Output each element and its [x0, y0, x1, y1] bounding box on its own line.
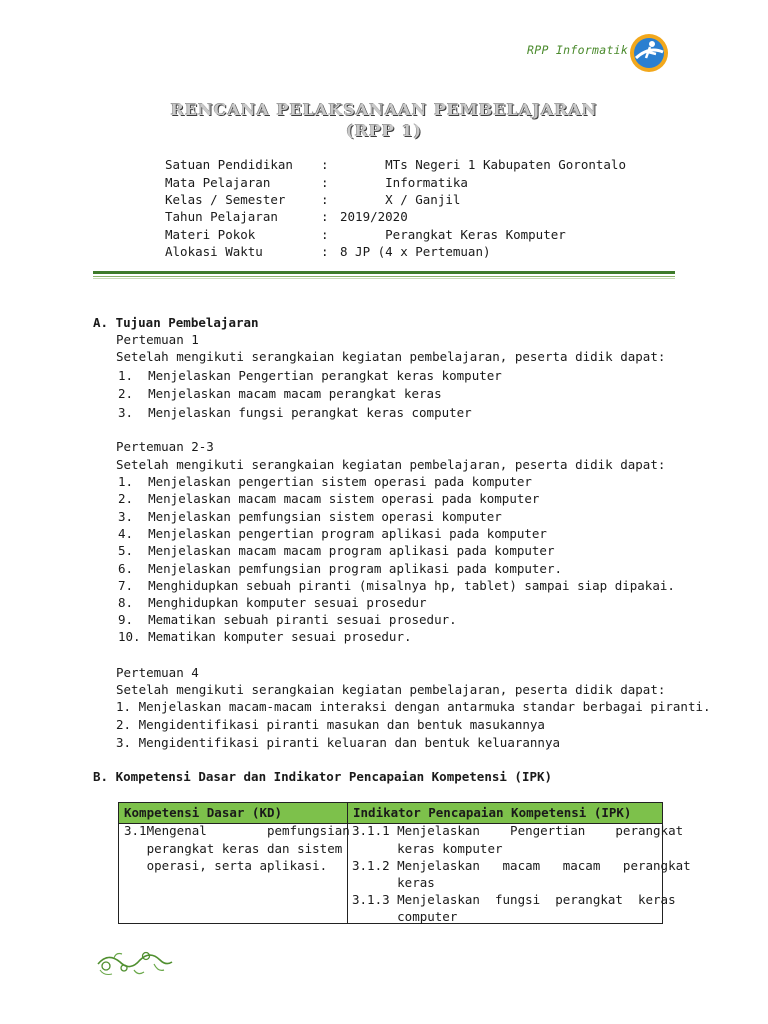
list-item: 1. Menjelaskan Pengertian perangkat keras komputer	[118, 368, 502, 383]
table-header-ipk: Indikator Pencapaian Kompetensi (IPK)	[353, 805, 632, 820]
list-item: 1. Menjelaskan pengertian sistem operasi pada komputer	[118, 474, 532, 489]
list-item: 10. Mematikan komputer sesuai prosedur.	[118, 629, 412, 644]
meeting-title: Pertemuan 1	[116, 332, 199, 347]
list-item: 6. Menjelaskan pemfungsian program aplikasi pada komputer.	[118, 561, 563, 576]
info-label: Tahun Pelajaran	[165, 209, 278, 224]
kd-cell-line: operasi, serta aplikasi.	[124, 858, 328, 873]
document-title: RENCANA PELAKSANAAN PEMBELAJARAN	[170, 100, 598, 119]
document-subtitle: (RPP 1)	[345, 121, 423, 140]
info-value: X / Ganjil	[340, 192, 461, 207]
competency-table	[118, 802, 691, 924]
ipk-cell-line: 3.1.1 Menjelaskan Pengertian perangkat	[352, 823, 684, 838]
info-colon: :	[321, 244, 329, 259]
info-colon: :	[321, 192, 329, 207]
info-value: Informatika	[340, 175, 468, 190]
list-item: 7. Menghidupkan sebuah piranti (misalnya hp, tablet) sampai siap dipakai.	[118, 578, 675, 593]
list-item: 2. Menjelaskan macam macam sistem operasi pada komputer	[118, 491, 540, 506]
list-item: 4. Menjelaskan pengertian program aplikasi pada komputer	[118, 526, 547, 541]
kd-cell-line: perangkat keras dan sistem	[124, 841, 343, 856]
meeting-intro: Setelah mengikuti serangkaian kegiatan pembelajaran, peserta didik dapat:	[116, 349, 666, 364]
school-logo-icon	[628, 32, 670, 74]
divider-rule	[93, 276, 675, 277]
divider-rule	[93, 271, 675, 274]
table-column-divider	[347, 803, 348, 923]
list-item: 2. Menjelaskan macam macam perangkat keras	[118, 386, 442, 401]
info-label: Mata Pelajaran	[165, 175, 271, 190]
list-item: 8. Menghidupkan komputer sesuai prosedur	[118, 595, 427, 610]
meeting-title: Pertemuan 4	[116, 665, 199, 680]
info-value: MTs Negeri 1 Kabupaten Gorontalo	[340, 157, 626, 172]
divider-rule	[93, 278, 675, 279]
list-item: 3. Mengidentifikasi piranti keluaran dan bentuk keluarannya	[116, 735, 561, 750]
info-label: Materi Pokok	[165, 227, 256, 242]
info-colon: :	[321, 209, 329, 224]
kd-cell-line: 3.1Mengenal pemfungsian	[124, 823, 350, 838]
section-a-heading: A. Tujuan Pembelajaran	[93, 315, 259, 330]
ipk-cell-line: computer	[352, 909, 458, 924]
meeting-intro: Setelah mengikuti serangkaian kegiatan pembelajaran, peserta didik dapat:	[116, 682, 666, 697]
info-value: 8 JP (4 x Pertemuan)	[340, 244, 491, 259]
header-text: RPP Informatik	[527, 43, 629, 57]
list-item: 3. Menjelaskan pemfungsian sistem operasi komputer	[118, 509, 502, 524]
list-item: 1. Menjelaskan macam-macam interaksi dengan antarmuka standar berbagai piranti.	[116, 699, 711, 714]
info-colon: :	[321, 175, 329, 190]
ipk-cell-line: 3.1.2 Menjelaskan macam macam perangkat	[352, 858, 691, 873]
list-item: 2. Mengidentifikasi piranti masukan dan bentuk masukannya	[116, 717, 545, 732]
ipk-cell-line: 3.1.3 Menjelaskan fungsi perangkat keras	[352, 892, 676, 907]
info-label: Satuan Pendidikan	[165, 157, 293, 172]
section-b-heading: B. Kompetensi Dasar dan Indikator Pencapaian Kompetensi (IPK)	[93, 769, 553, 784]
ipk-cell-line: keras komputer	[352, 841, 503, 856]
table-header-kd: Kompetensi Dasar (KD)	[124, 805, 283, 820]
list-item: 9. Mematikan sebuah piranti sesuai prosedur.	[118, 612, 457, 627]
meeting-intro: Setelah mengikuti serangkaian kegiatan pembelajaran, peserta didik dapat:	[116, 457, 666, 472]
ipk-cell-line: keras	[352, 875, 435, 890]
info-label: Kelas / Semester	[165, 192, 286, 207]
floral-ornament-icon	[94, 948, 174, 978]
list-item: 5. Menjelaskan macam macam program aplikasi pada komputer	[118, 543, 555, 558]
info-value: 2019/2020	[340, 209, 408, 224]
info-value: Perangkat Keras Komputer	[340, 227, 566, 242]
meeting-title: Pertemuan 2-3	[116, 439, 214, 454]
info-colon: :	[321, 227, 329, 242]
list-item: 3. Menjelaskan fungsi perangkat keras computer	[118, 405, 472, 420]
info-colon: :	[321, 157, 329, 172]
info-label: Alokasi Waktu	[165, 244, 263, 259]
